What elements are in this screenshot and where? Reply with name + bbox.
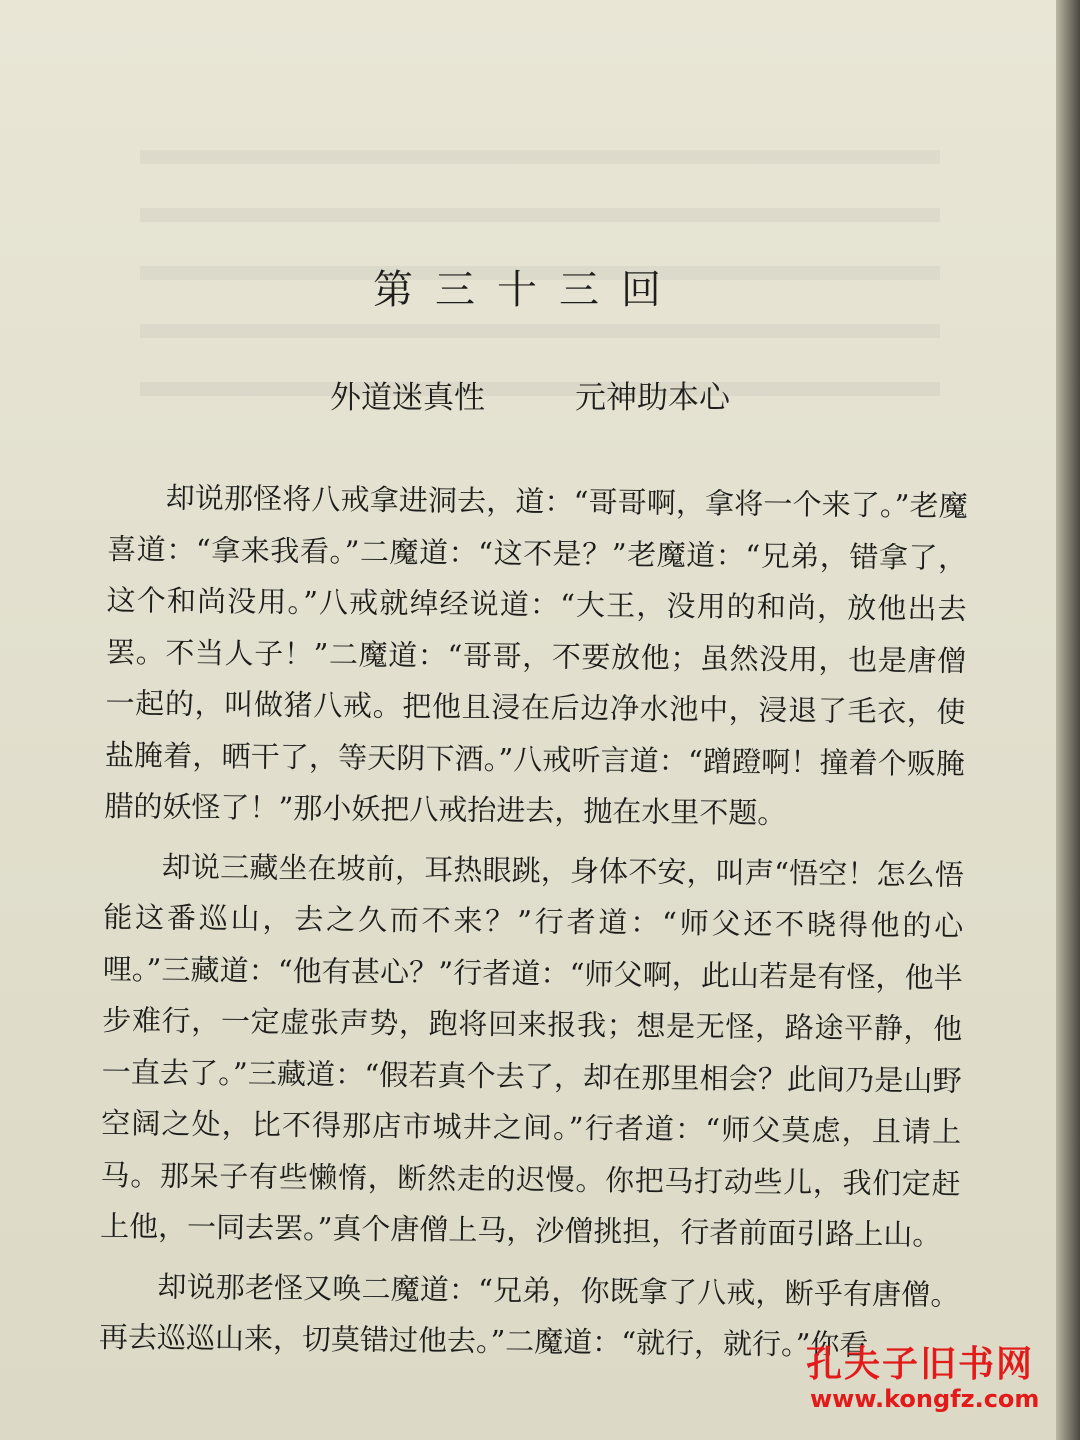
paragraph: 却说那老怪又唤二魔道：“兄弟，你既拿了八戒，断乎有唐僧。再去巡巡山来，切莫错过他去。”二魔道：“就行，就行。”你看: [98, 1269, 960, 1363]
watermark-title: 孔夫子旧书网: [806, 1344, 1035, 1385]
body-text: [99, 472, 968, 1380]
page-edge: [1056, 0, 1080, 1440]
paragraph: 却说那怪将八戒拿进洞去，道：“哥哥啊，拿将一个来了。”老魔喜道：“拿来我看。”二魔道：“这不是？”老魔道：“兄弟，错拿了，这个和尚没用。”八戒就绰经说道：“大王，没用的和尚，放他出去罢。不当人子！”二魔道：“哥哥，不要放他；虽然没用，也是唐僧一起的，叫做猪八戒。把他且浸在后边净水池中，浸退了毛衣，使盐腌着，晒干了，等天阴下酒。”八戒听言道：“蹭蹬啊！撞着个贩腌腊的妖怪了！”那小妖把八戒抬进去，抛在水里不题。: [104, 480, 968, 831]
subtitle-part-1: 外道迷真性: [330, 380, 485, 416]
watermark: [806, 1336, 1056, 1440]
watermark-url: www.kongfz.com: [810, 1385, 1040, 1413]
subtitle-part-2: 元神助本心: [575, 380, 730, 416]
paragraph: 却说三藏坐在坡前，耳热眼跳，身体不安，叫声“悟空！怎么悟能这番巡山，去之久而不来？”行者道：“师父还不晓得他的心哩。”三藏道：“他有甚心？”行者道：“师父啊，此山若是有怪，他半步难行，一定虚张声势，跑将回来报我；想是无怪，路途平静，他一直去了。”三藏道：“假若真个去了，却在那里相会？此间乃是山野空阔之处，比不得那店市城井之间。”行者道：“师父莫虑，且请上马。那呆子有些懒惰，断然走的迟慢。你把马打动些儿，我们定赶上他，一同去罢。”真个唐僧上马，沙僧挑担，行者前面引路上山。: [99, 849, 965, 1252]
chapter-title: 第三十三回: [373, 267, 683, 313]
